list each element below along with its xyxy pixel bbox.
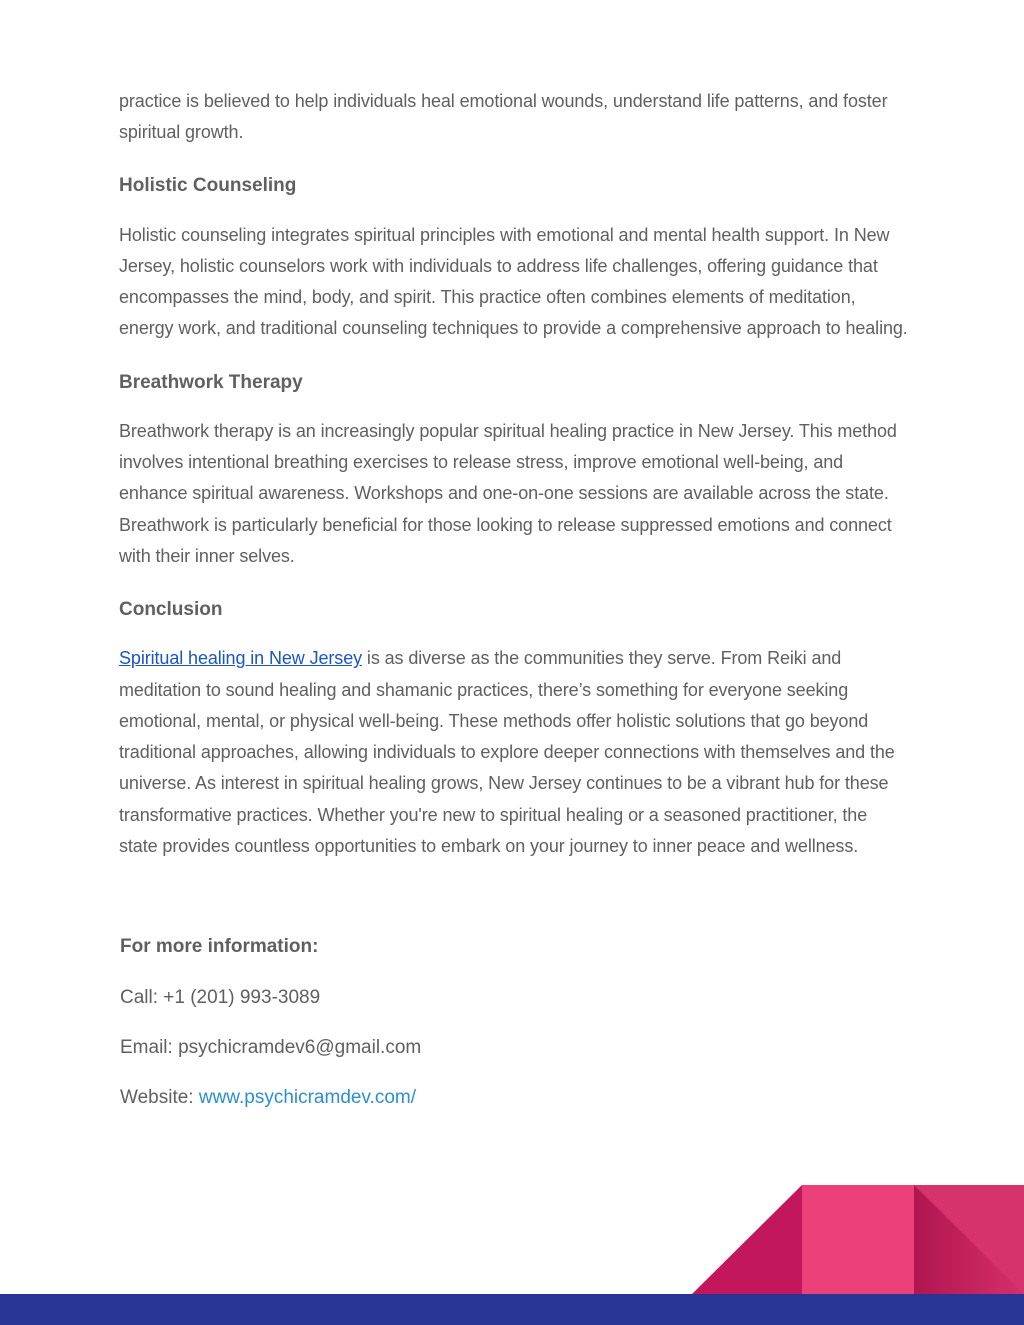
footer-triangle	[692, 1185, 802, 1294]
footer-bar	[0, 1294, 1024, 1325]
heading-conclusion: Conclusion	[119, 599, 223, 621]
paragraph-breathwork-therapy: Breathwork therapy is an increasingly popular spiritual healing practice in New Jersey. This method involves intentional breathing exercises to release stress, improve emotional well-being, and enhance spiritual awareness. Workshops and one-on-one sessions are available across the state. Breathwork is particularly beneficial for those looking to release suppressed emotions and connect with their inner selves.	[119, 420, 897, 566]
paragraph-holistic-counseling: Holistic counseling integrates spiritual principles with emotional and mental health support. In New Jersey, holistic counselors work with individuals to address life challenges, offering guidance that encompasses the mind, body, and spirit. This practice often combines elements of meditation, energy work, and traditional counseling techniques to provide a comprehensive approach to healing.	[119, 224, 908, 339]
footer-pink-square	[802, 1185, 914, 1294]
paragraph-conclusion	[119, 643, 909, 862]
website-label: Website:	[120, 1087, 199, 1108]
document-body	[119, 86, 909, 862]
footer-decoration	[0, 1180, 1024, 1325]
spiritual-healing-link[interactable]: Spiritual healing in New Jersey	[119, 648, 363, 669]
conclusion-text: is as diverse as the communities they serve. From Reiki and meditation to sound healing and shamanic practices, there’s something for everyone seeking emotional, mental, or physical well-being. These methods offer holistic solutions that go beyond traditional approaches, allowing individuals to explore deeper connections with themselves and the universe. As interest in spiritual healing grows, New Jersey continues to be a vibrant hub for these transformative practices. Whether you're new to spiritual healing or a seasoned practitioner, the state provides countless opportunities to embark on your journey to inner peace and wellness.	[119, 648, 895, 857]
heading-breathwork-therapy: Breathwork Therapy	[119, 371, 303, 393]
contact-email: Email: psychicramdev6@gmail.com	[120, 1037, 422, 1058]
heading-holistic-counseling: Holistic Counseling	[119, 174, 297, 196]
contact-website	[120, 1086, 416, 1110]
intro-paragraph: practice is believed to help individuals heal emotional wounds, understand life patterns, and foster spiritual growth.	[119, 91, 888, 143]
contact-title: For more information:	[120, 936, 319, 957]
website-link[interactable]: www.psychicramdev.com/	[198, 1087, 417, 1108]
contact-phone: Call: +1 (201) 993-3089	[120, 987, 321, 1008]
